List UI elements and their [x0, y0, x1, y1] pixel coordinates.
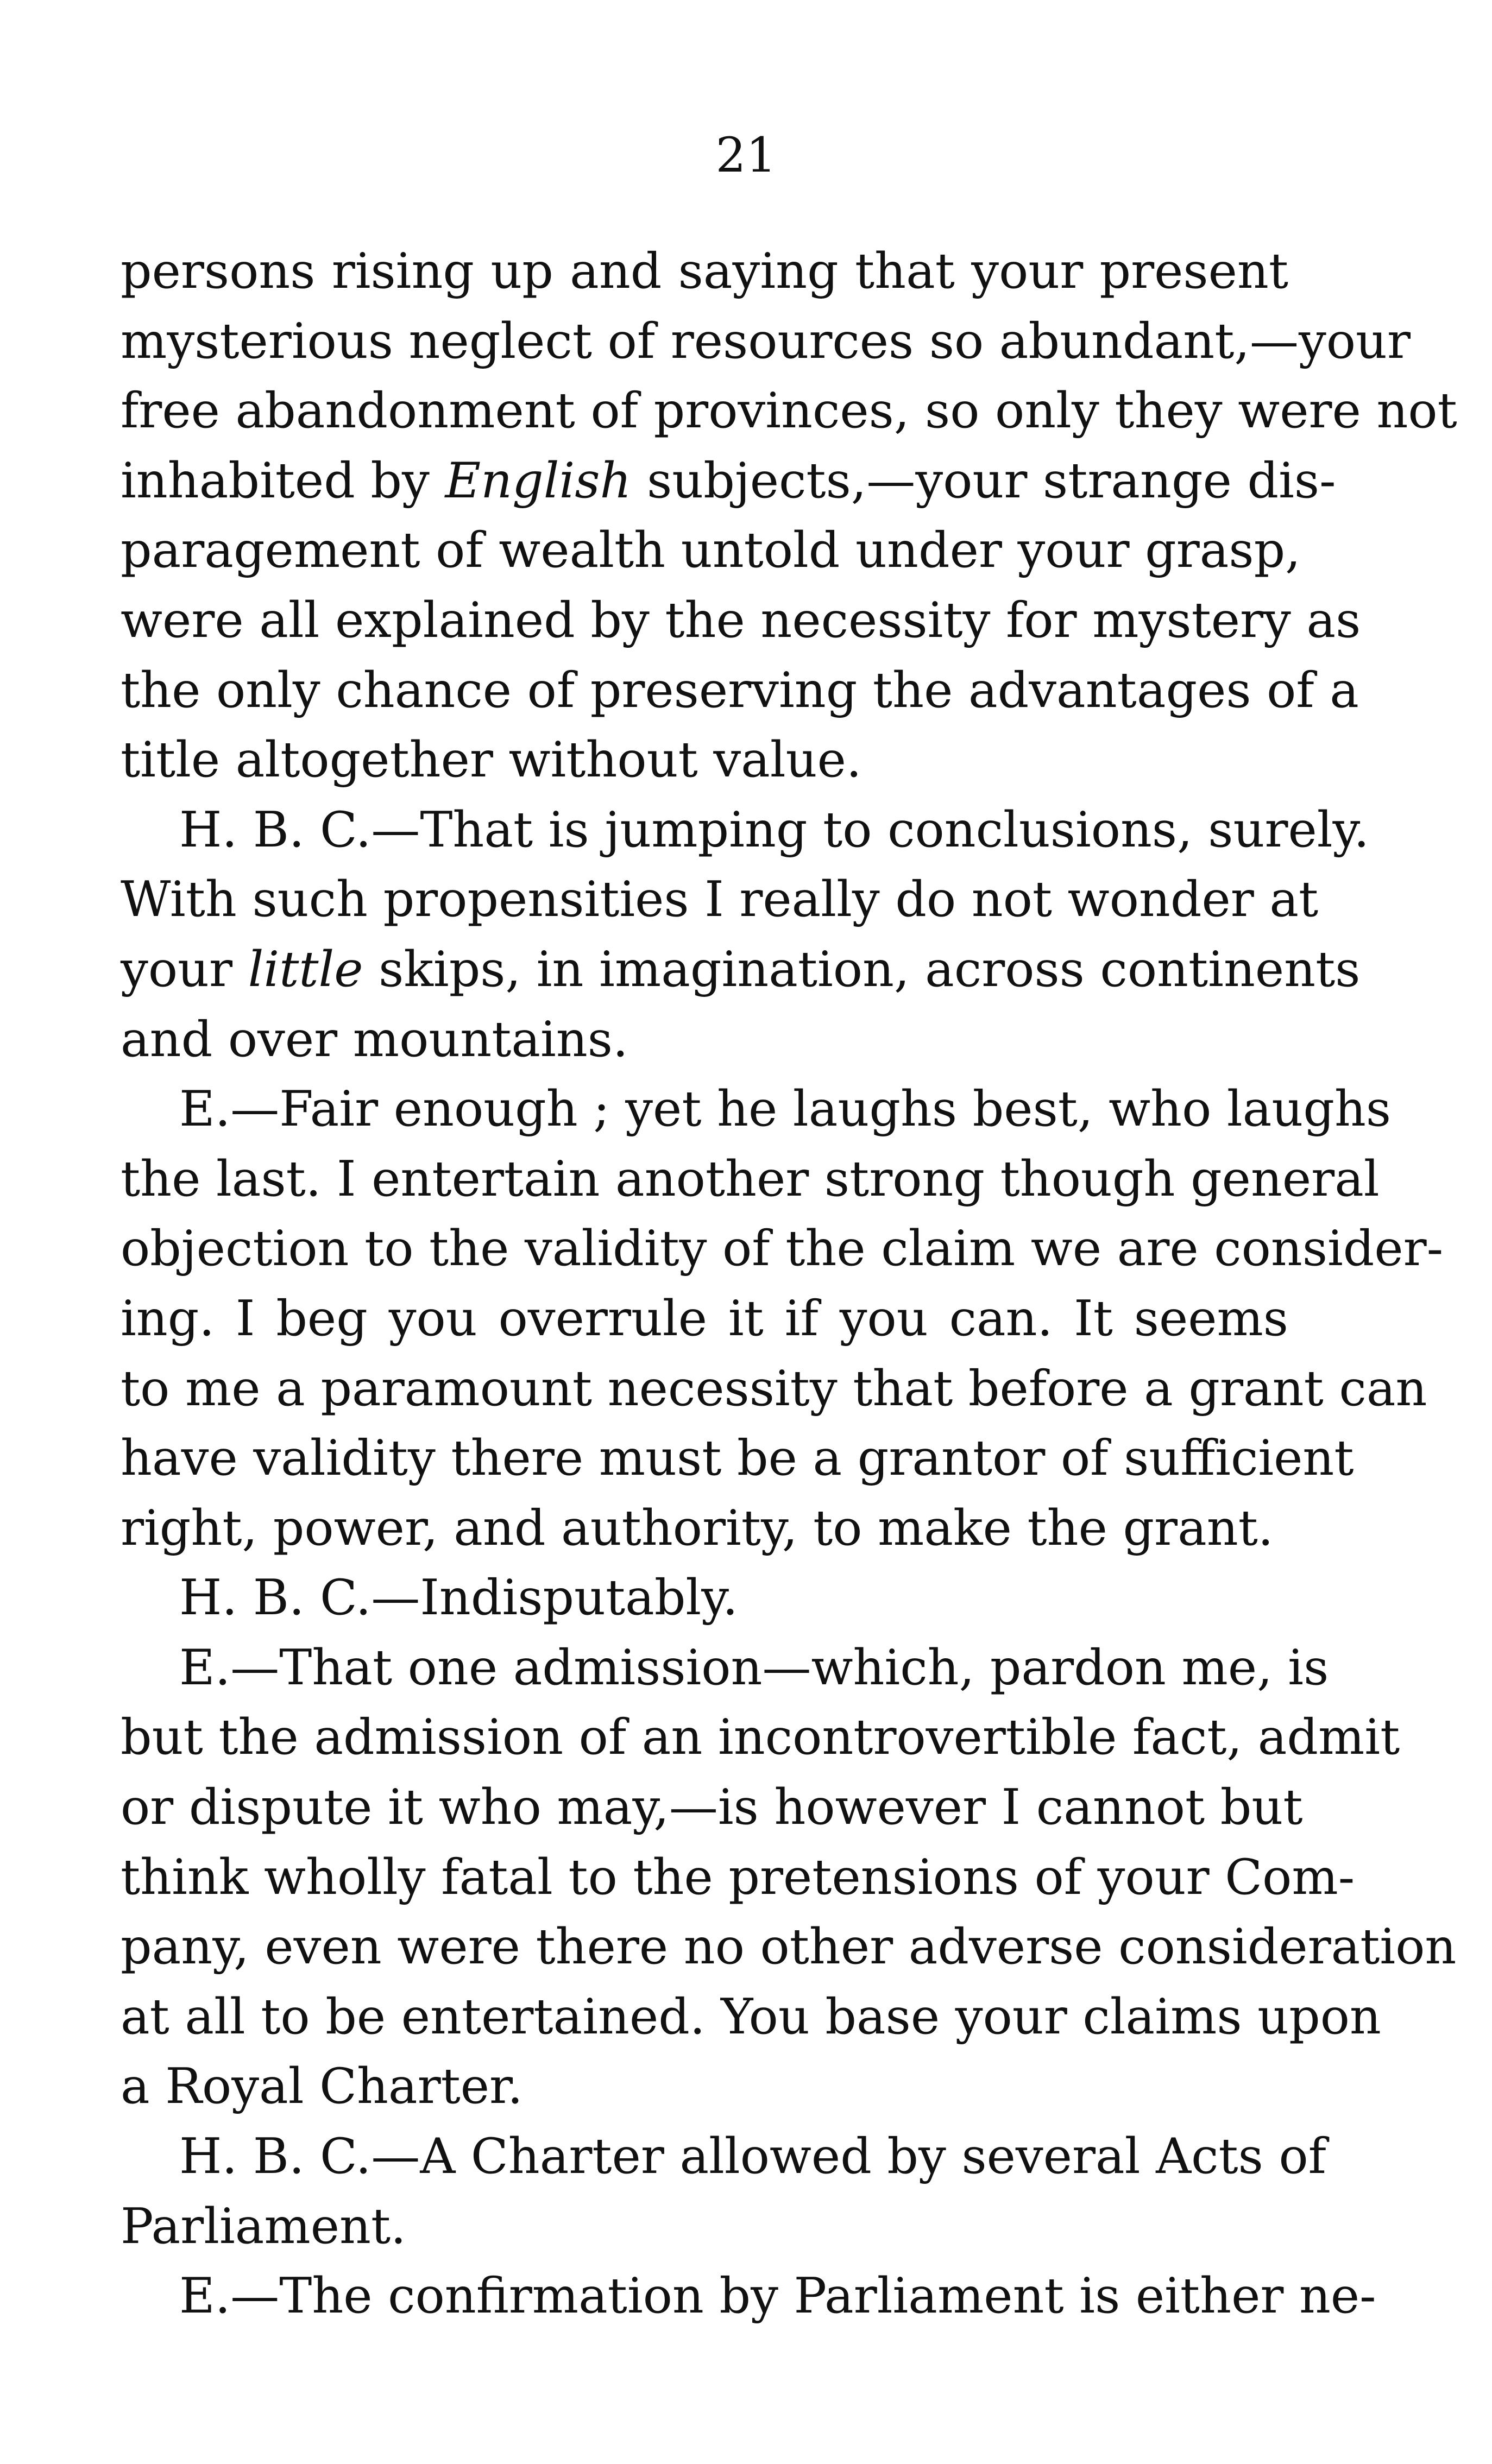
text-line: or dispute it who may,—is however I cannot but	[121, 1779, 1303, 1836]
text-line: E.—That one admission—which, pardon me, is	[179, 1639, 1329, 1696]
page-number: 21	[715, 127, 777, 183]
text-line: With such propensities I really do not wonder at	[121, 871, 1319, 928]
text-line	[121, 935, 1361, 1005]
italic-word: English	[445, 452, 632, 509]
text-line: the last. I entertain another strong though general	[121, 1150, 1380, 1208]
text-line: objection to the validity of the claim we are consider-	[121, 1220, 1444, 1278]
text-line: persons rising up and saying that your present	[121, 243, 1288, 300]
text-line: think wholly fatal to the pretensions of your Com-	[121, 1848, 1355, 1906]
text-line: have validity there must be a grantor of sufficient	[121, 1430, 1354, 1487]
text-line: E.—Fair enough ; yet he laughs best, who laughs	[179, 1081, 1392, 1138]
text-line: but the admission of an incontrovertible fact, admit	[121, 1709, 1400, 1766]
text-line: pany, even were there no other adverse consideration	[121, 1918, 1457, 1976]
text-line: right, power, and authority, to make the grant.	[121, 1499, 1274, 1557]
text-line: E.—The confirmation by Parliament is either ne-	[179, 2267, 1376, 2325]
text-line: and over mountains.	[121, 1010, 628, 1068]
text-line: were all explained by the necessity for mystery as	[121, 591, 1361, 649]
body-text	[121, 237, 1457, 2332]
text-segment: inhabited by	[121, 452, 445, 509]
text-segment: subjects,—your strange dis-	[631, 452, 1336, 509]
text-line: to me a paramount necessity that before a grant can	[121, 1360, 1427, 1417]
text-line: at all to be entertained. You base your claims upon	[121, 1988, 1381, 2045]
text-line	[121, 446, 1336, 516]
text-line: title altogether without value.	[121, 731, 862, 789]
text-line: paragement of wealth untold under your grasp,	[121, 522, 1301, 579]
text-segment: your	[121, 940, 248, 998]
text-line: H. B. C.—Indisputably.	[179, 1569, 738, 1627]
text-line: the only chance of preserving the advantages of a	[121, 661, 1359, 719]
text-line: a Royal Charter.	[121, 2058, 523, 2115]
text-line: H. B. C.—That is jumping to conclusions, surely.	[179, 801, 1370, 858]
text-line: H. B. C.—A Charter allowed by several Acts of	[179, 2128, 1326, 2185]
text-line: free abandonment of provinces, so only they were not	[121, 382, 1457, 440]
text-line: Parliament.	[121, 2197, 406, 2255]
text-line: ing. I beg you overrule it if you can. It seems	[121, 1290, 1288, 1347]
text-segment: skips, in imagination, across continents	[363, 940, 1361, 998]
text-line: mysterious neglect of resources so abundant,—your	[121, 312, 1411, 370]
italic-word: little	[248, 940, 363, 998]
